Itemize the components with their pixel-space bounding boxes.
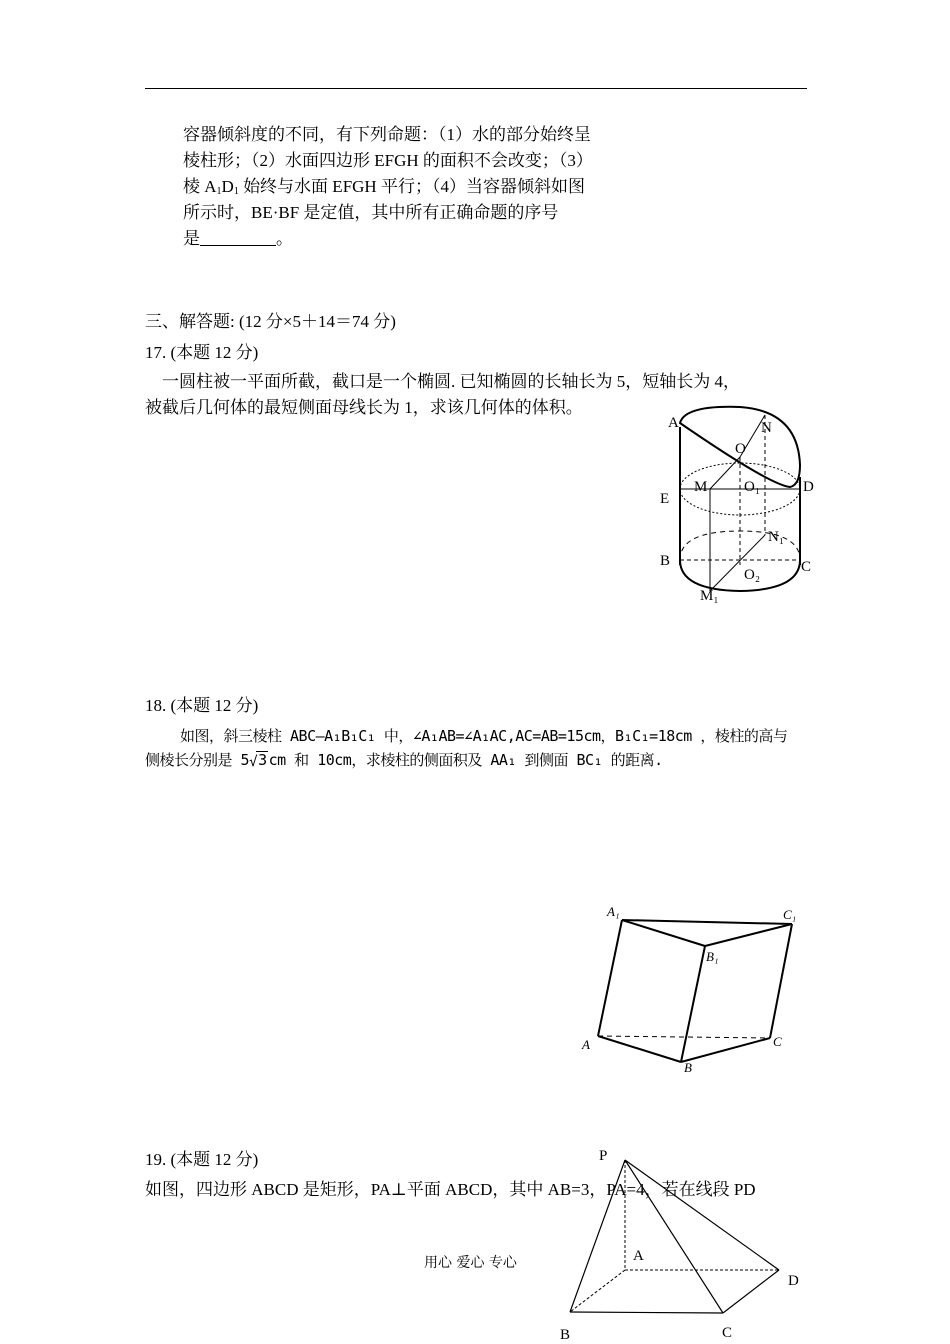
label-o2: O₂ <box>744 567 761 583</box>
edge-b1c1 <box>705 924 792 946</box>
edge-bc <box>681 1038 770 1062</box>
answer-blank <box>200 230 276 246</box>
header-rule <box>145 88 807 89</box>
label-o: O <box>735 441 746 457</box>
q17-line-1: 一圆柱被一平面所截，截口是一个椭圆. 已知椭圆的长轴长为 5，短轴长为 4， <box>162 372 740 391</box>
label-c: C <box>773 1034 782 1049</box>
label-b: B <box>684 1060 692 1075</box>
q17-line-2: 被截后几何体的最短侧面母线长为 1，求该几何体的体积。 <box>145 398 583 417</box>
section-3-heading: 三、解答题: (12 分×5＋14＝74 分) <box>145 312 396 331</box>
edge-ab-hidden <box>570 1270 625 1312</box>
label-m: M <box>694 479 708 495</box>
segment-om <box>710 457 740 489</box>
label-b: B <box>560 1327 571 1343</box>
edge-c1c <box>770 924 792 1038</box>
q17-cylinder-figure <box>640 405 830 605</box>
label-n: N <box>761 420 772 436</box>
sqrt-symbol: √ 3 <box>249 751 267 770</box>
q19-line-1: 如图，四边形 ABCD 是矩形，PA⊥平面 ABCD，其中 AB=3，PA=4，若在线段 PD <box>145 1180 756 1199</box>
q18-line-1: 如图，斜三棱柱 ABC—A₁B₁C₁ 中，∠A₁AB=∠A₁AC,AC=AB=15cm，B₁C₁=18cm ，棱柱的高与 <box>180 727 788 745</box>
label-p: P <box>599 1148 608 1164</box>
q16-line-5: 是 。 <box>183 229 293 248</box>
edge-a1c1 <box>622 920 792 924</box>
edge-ac-hidden <box>598 1036 770 1038</box>
label-d: D <box>788 1273 799 1289</box>
label-a: A <box>582 1037 590 1052</box>
edge-b1b <box>681 946 705 1062</box>
q16-line-2: 棱柱形；（2）水面四边形 EFGH 的面积不会改变；（3） <box>183 151 593 170</box>
q18-prism-figure <box>575 900 810 1080</box>
q17-heading: 17. (本题 12 分) <box>145 343 259 362</box>
label-c: C <box>722 1325 733 1341</box>
label-b: B <box>660 553 671 569</box>
edge-bc <box>570 1312 723 1313</box>
label-a: A <box>668 415 679 431</box>
label-e: E <box>660 491 670 507</box>
label-c1: C₁ <box>783 907 797 922</box>
q16-line-4: 所示时，BE·BF 是定值，其中所有正确命题的序号 <box>183 203 559 222</box>
edge-a1b1 <box>622 920 705 946</box>
q16-line-3: 棱 $A_1D_1$ 始终与水面 EFGH 平行；（4）当容器倾斜如图 <box>183 177 585 197</box>
q18-heading: 18. (本题 12 分) <box>145 696 259 715</box>
label-a: A <box>633 1248 644 1264</box>
label-o1: O₁ <box>744 479 761 495</box>
label-n1: N₁ <box>768 529 785 545</box>
label-d: D <box>803 479 814 495</box>
label-c: C <box>801 559 812 575</box>
q18-line-2: 侧棱长分别是 5 √ 3 cm 和 10cm，求棱柱的侧面积及 AA₁ 到侧面 BC₁ 的距离. <box>145 751 663 770</box>
edge-a1a <box>598 920 622 1036</box>
edge-ab <box>598 1036 681 1062</box>
page-footer: 用心 爱心 专心 <box>424 1255 517 1271</box>
edge-pd <box>625 1160 779 1270</box>
q19-heading: 19. (本题 12 分) <box>145 1150 259 1169</box>
q19-pyramid-figure <box>555 1140 815 1344</box>
label-b1: B₁ <box>706 949 719 964</box>
edge-cd <box>723 1270 779 1313</box>
label-a1: A₁ <box>607 904 620 919</box>
q16-line-1: 容器倾斜度的不同，有下列命题：（1）水的部分始终呈 <box>183 125 591 144</box>
label-m1: M₁ <box>700 588 719 604</box>
